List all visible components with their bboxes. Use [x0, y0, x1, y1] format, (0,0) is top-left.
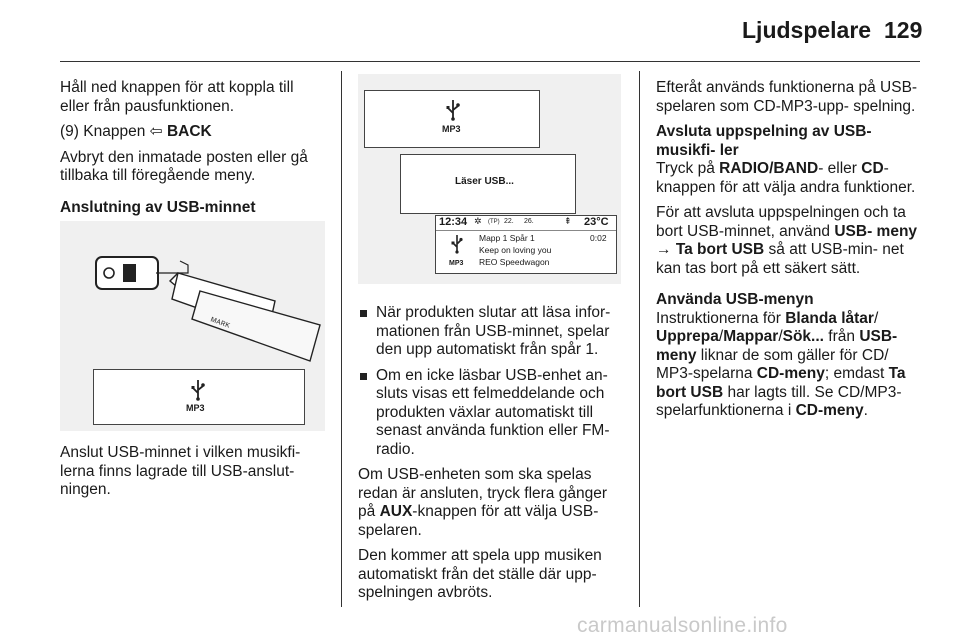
paragraph-resume: Den kommer att spela upp musiken automatiskt från det ställe där upp- spelningen avbröts. — [358, 547, 602, 601]
heading-usb-menu: Använda USB-menyn — [656, 291, 814, 308]
indicator-26: 26. — [524, 218, 534, 225]
paragraph-cancel: Avbryt den inmatade posten eller gå tillbaka till föregående meny. — [60, 148, 308, 184]
usb-icon — [445, 99, 461, 121]
mp3-label: MP3 — [186, 403, 205, 413]
mp3-display-1 — [364, 90, 540, 148]
heading-usb-connect: Anslutning av USB-minnet — [60, 198, 256, 216]
artist-name: REO Speedwagon — [479, 257, 550, 267]
track-title: Mapp 1 Spår 1 — [479, 233, 535, 243]
column-3 — [656, 79, 922, 428]
paragraph-connect-usb: Anslut USB-minnet i vilken musikfi- lerna finns lagrade till USB-anslut- ningen. — [60, 444, 301, 498]
page-number: 129 — [884, 17, 923, 43]
reading-usb-display — [400, 154, 576, 214]
clock: 12:34 — [439, 216, 468, 228]
usb-display-figure — [358, 74, 621, 284]
mp3-label: MP3 — [449, 260, 464, 267]
column-1 — [60, 79, 325, 224]
usb-icon — [190, 379, 206, 401]
paragraph-usb-menu: Instruktionerna för Blanda låtar/ Upprepa/Mappar/Sök... från USB- meny liknar de som gäller för CD/ MP3-spelarna CD-meny; emdast Ta bort USB har lagts till. Se CD/MP3- spelarfunktionerna i CD-meny. — [656, 309, 906, 419]
page-title: Ljudspelare — [742, 17, 872, 43]
back-arrow-icon: ⇦ — [149, 123, 163, 140]
column-2 — [358, 304, 621, 610]
watermark: carmanualsonline.info — [577, 614, 788, 637]
paragraph-functions: Efteråt används funktionerna på USB-spelaren som CD-MP3-upp- spelning. — [656, 79, 918, 115]
indicator-22: 22. — [504, 218, 514, 225]
tp-indicator: (TP) — [488, 219, 500, 225]
mp3-label: MP3 — [442, 124, 461, 134]
temperature: 23°C — [584, 216, 609, 228]
playback-display — [435, 215, 617, 274]
reading-usb-text: Läser USB... — [455, 176, 514, 187]
playback-icon: ⇞ — [564, 216, 572, 226]
song-title: Keep on loving you — [479, 245, 552, 255]
usb-icon — [450, 234, 464, 254]
header-rule — [60, 61, 920, 62]
elapsed-time: 0:02 — [590, 233, 607, 243]
heading-stop-playback: Avsluta uppspelning av USB-musikfi- ler — [656, 123, 872, 159]
paragraph-back-button: (9) Knappen ⇦ BACK — [60, 123, 212, 140]
paragraph-remove-usb: För att avsluta uppspelningen och ta bort USB-minnet, använd USB- meny → Ta bort USB så att USB-min- net kan tas bort på ett säkert sätt. — [656, 204, 918, 277]
column-divider-1 — [341, 71, 342, 607]
settings-icon: ✲ — [474, 216, 482, 226]
column-divider-2 — [639, 71, 640, 607]
status-bar — [436, 216, 616, 231]
bullet-unreadable: Om en icke läsbar USB-enhet an- sluts visas ett felmeddelande och produkten växlar automatiskt till senast använda funktion eller FM- radio. — [358, 367, 621, 460]
column-1-bottom — [60, 444, 325, 507]
usb-connect-figure — [60, 221, 325, 431]
paragraph-pause: Håll ned knappen för att koppla till eller från pausfunktionen. — [60, 79, 294, 115]
paragraph-aux: Om USB-enheten som ska spelas redan är ansluten, tryck flera gånger på AUX-knappen för att välja USB- spelaren. — [358, 466, 607, 539]
mp3-display — [93, 369, 305, 425]
bullet-read-complete: När produkten slutar att läsa infor- mationen från USB-minnet, spelar den upp automatiskt från spår 1. — [358, 304, 621, 360]
paragraph-press-button: Tryck på RADIO/BAND- eller CD- knappen för att välja andra funktioner. — [656, 160, 916, 196]
svg-text:ᴍᴀʀᴋ: ᴍᴀʀᴋ — [209, 313, 232, 330]
